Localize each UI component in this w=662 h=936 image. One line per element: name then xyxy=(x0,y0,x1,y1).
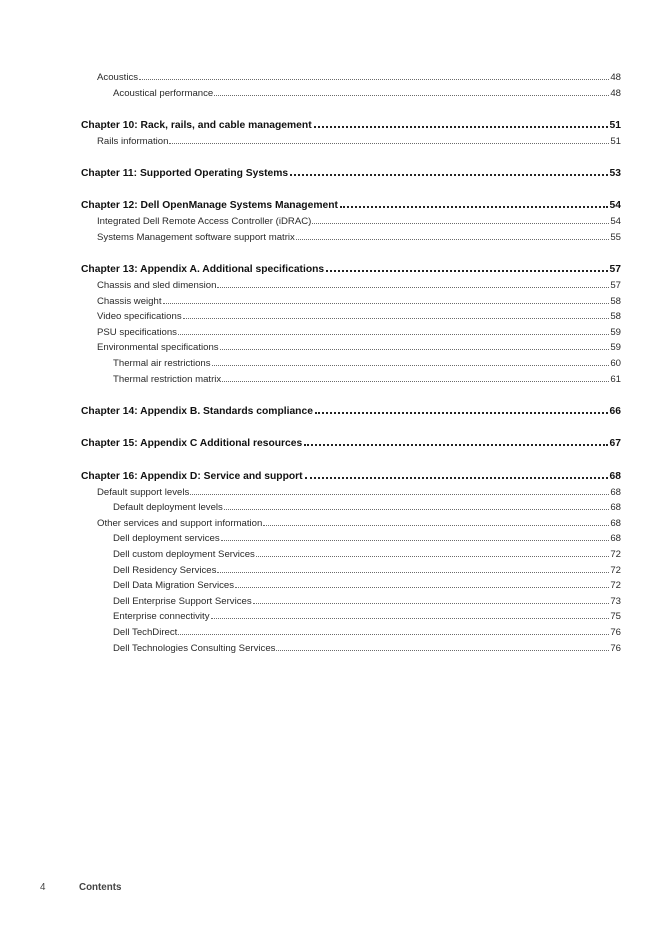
toc-entry[interactable] xyxy=(81,325,621,341)
toc-dot-leader xyxy=(296,238,610,240)
toc-entry-title: Dell Enterprise Support Services xyxy=(113,595,252,607)
toc-dot-leader xyxy=(169,142,609,144)
toc-entry-title: Environmental specifications xyxy=(97,342,219,354)
toc-chapter-entry[interactable] xyxy=(81,403,621,420)
toc-dot-leader xyxy=(312,222,609,224)
toc-entry[interactable] xyxy=(81,563,621,579)
toc-entry-title: Default support levels xyxy=(97,486,190,498)
toc-dot-leader xyxy=(235,586,609,588)
footer-page-number: 4 xyxy=(40,882,46,893)
toc-dot-leader xyxy=(305,476,608,479)
toc-entry-title: Chapter 12: Dell OpenManage Systems Management xyxy=(81,200,338,212)
toc-dot-leader xyxy=(178,333,609,335)
toc-entry[interactable] xyxy=(81,500,621,516)
toc-dot-leader xyxy=(163,302,610,304)
toc-entry-title: Thermal restriction matrix xyxy=(113,373,222,385)
toc-entry-page: 68 xyxy=(610,533,621,545)
toc-chapter-entry[interactable] xyxy=(81,261,621,278)
toc-entry-page: 58 xyxy=(610,295,621,307)
toc-entry-page: 72 xyxy=(610,564,621,576)
toc-entry-title: Other services and support information xyxy=(97,517,263,529)
toc-dot-leader xyxy=(276,649,609,651)
toc-entry-page: 48 xyxy=(610,87,621,99)
toc-entry-title: Default deployment levels xyxy=(113,502,223,514)
toc-dot-leader xyxy=(190,493,609,495)
toc-entry[interactable] xyxy=(81,294,621,310)
toc-entry-title: Chassis weight xyxy=(97,295,162,307)
toc-entry-title: Enterprise connectivity xyxy=(113,611,210,623)
toc-entry-page: 48 xyxy=(610,72,621,83)
toc-dot-leader xyxy=(217,571,609,573)
toc-entry[interactable] xyxy=(81,578,621,594)
toc-entry-page: 61 xyxy=(610,373,621,385)
toc-entry-title: Dell TechDirect xyxy=(113,626,178,638)
toc-chapter-entry[interactable] xyxy=(81,165,621,182)
toc-entry-title: Acoustical performance xyxy=(113,87,214,99)
toc-dot-leader xyxy=(221,539,610,541)
toc-entry[interactable] xyxy=(81,531,621,547)
toc-dot-leader xyxy=(183,317,610,319)
toc-dot-leader xyxy=(290,173,607,176)
toc-entry-title: Acoustics xyxy=(97,72,139,83)
toc-entry-page: 68 xyxy=(610,502,621,514)
toc-dot-leader xyxy=(220,348,610,350)
table-of-contents xyxy=(81,70,621,656)
toc-entry[interactable] xyxy=(81,230,621,246)
toc-entry-page: 58 xyxy=(610,311,621,323)
toc-entry-page: 54 xyxy=(609,200,621,212)
toc-dot-leader xyxy=(224,508,609,510)
toc-entry[interactable] xyxy=(81,625,621,641)
toc-entry-page: 72 xyxy=(610,549,621,560)
toc-dot-leader xyxy=(222,380,609,382)
toc-entry-title: Dell Data Migration Services xyxy=(113,580,235,592)
toc-entry-page: 53 xyxy=(609,167,621,179)
toc-chapter-entry[interactable] xyxy=(81,117,621,134)
toc-entry[interactable] xyxy=(81,278,621,294)
toc-entry-title: Thermal air restrictions xyxy=(113,357,211,369)
toc-dot-leader xyxy=(263,524,609,526)
toc-entry-page: 67 xyxy=(609,438,621,450)
toc-entry-title: Chapter 13: Appendix A. Additional specifications xyxy=(81,263,325,275)
toc-entry-title: Chapter 15: Appendix C Additional resources xyxy=(81,438,303,450)
toc-entry-page: 68 xyxy=(610,486,621,498)
toc-dot-leader xyxy=(212,364,610,366)
toc-entry[interactable] xyxy=(81,594,621,610)
toc-entry[interactable] xyxy=(81,609,621,625)
toc-entry-page: 75 xyxy=(610,611,621,623)
toc-entry-page: 60 xyxy=(610,357,621,369)
toc-entry[interactable] xyxy=(81,485,621,501)
toc-entry-title: Video specifications xyxy=(97,311,182,323)
toc-entry-title: PSU specifications xyxy=(97,326,177,338)
toc-entry-title: Chassis and sled dimension xyxy=(97,279,217,291)
toc-entry-page: 59 xyxy=(610,342,621,354)
toc-entry-page: 66 xyxy=(609,405,621,417)
toc-entry-title: Rails information xyxy=(97,135,169,147)
toc-entry-page: 72 xyxy=(610,580,621,592)
toc-entry-page: 51 xyxy=(609,119,621,131)
toc-entry-page: 55 xyxy=(610,231,621,243)
toc-entry[interactable] xyxy=(81,356,621,372)
toc-dot-leader xyxy=(314,125,608,128)
toc-entry-page: 54 xyxy=(610,216,621,228)
toc-entry[interactable] xyxy=(81,372,621,388)
toc-entry-title: Dell Technologies Consulting Services xyxy=(113,642,276,654)
toc-entry[interactable] xyxy=(81,214,621,230)
toc-entry-page: 76 xyxy=(610,626,621,638)
toc-dot-leader xyxy=(253,602,610,604)
toc-chapter-entry[interactable] xyxy=(81,468,621,485)
toc-entry-title: Dell custom deployment Services xyxy=(113,549,255,560)
toc-dot-leader xyxy=(304,443,607,446)
toc-entry-page: 73 xyxy=(610,595,621,607)
toc-dot-leader xyxy=(139,78,609,80)
toc-entry[interactable] xyxy=(81,134,621,150)
toc-dot-leader xyxy=(315,411,608,414)
toc-entry-title: Chapter 11: Supported Operating Systems xyxy=(81,167,289,179)
toc-dot-leader xyxy=(340,205,608,208)
toc-entry[interactable] xyxy=(81,309,621,325)
toc-chapter-entry[interactable] xyxy=(81,197,621,214)
toc-entry-page: 68 xyxy=(610,517,621,529)
toc-entry-page: 57 xyxy=(609,263,621,275)
toc-entry-page: 68 xyxy=(609,470,621,482)
toc-dot-leader xyxy=(256,555,609,557)
toc-entry-title: Dell deployment services xyxy=(113,533,220,545)
toc-entry[interactable] xyxy=(81,547,621,563)
toc-entry[interactable] xyxy=(81,340,621,356)
toc-entry[interactable] xyxy=(81,86,621,102)
toc-entry-page: 57 xyxy=(610,279,621,291)
toc-dot-leader xyxy=(211,617,610,619)
toc-entry-title: Dell Residency Services xyxy=(113,564,217,576)
toc-entry-page: 59 xyxy=(610,326,621,338)
toc-dot-leader xyxy=(178,633,609,635)
toc-entry-title: Integrated Dell Remote Access Controller (iDRAC) xyxy=(97,216,312,228)
toc-entry-title: Chapter 14: Appendix B. Standards compliance xyxy=(81,405,313,417)
toc-entry[interactable] xyxy=(81,516,621,532)
toc-chapter-entry[interactable] xyxy=(81,435,621,452)
toc-entry[interactable] xyxy=(81,70,621,86)
toc-entry-title: Chapter 16: Appendix D: Service and support xyxy=(81,470,303,482)
toc-dot-leader xyxy=(214,94,609,96)
toc-entry[interactable] xyxy=(81,641,621,657)
footer-section-title: Contents xyxy=(79,882,122,893)
toc-entry-title: Chapter 10: Rack, rails, and cable management xyxy=(81,119,312,131)
toc-dot-leader xyxy=(326,269,607,272)
toc-dot-leader xyxy=(217,286,609,288)
toc-entry-title: Systems Management software support matrix xyxy=(97,231,295,243)
toc-entry-page: 51 xyxy=(610,135,621,147)
toc-entry-page: 76 xyxy=(610,642,621,654)
